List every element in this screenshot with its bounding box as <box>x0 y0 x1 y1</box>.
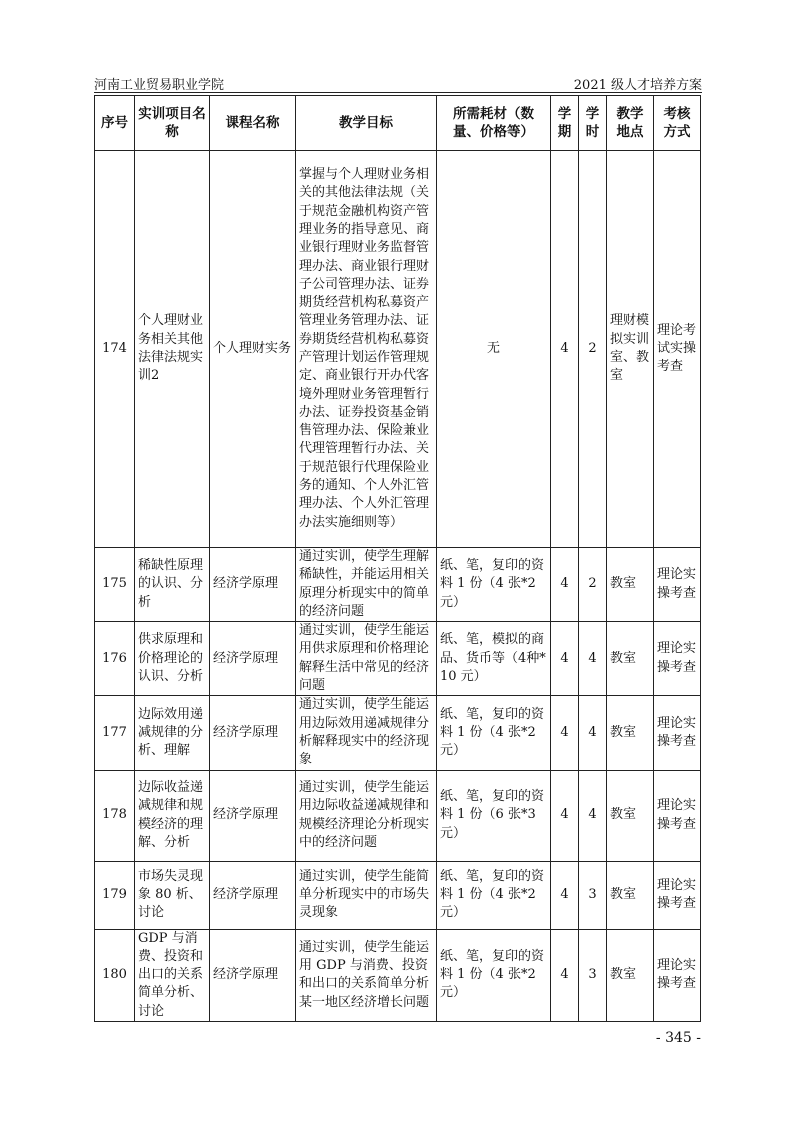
cell-materials: 纸、笔，复印的资料 1 份（4 张*2 元） <box>437 929 551 1021</box>
column-header: 学期 <box>551 96 579 151</box>
cell-term: 4 <box>551 861 579 929</box>
cell-place: 教室 <box>607 548 654 622</box>
cell-no: 176 <box>95 622 135 696</box>
column-header: 课程名称 <box>210 96 296 151</box>
cell-place: 教室 <box>607 770 654 861</box>
cell-name: 稀缺性原理的认识、分析 <box>135 548 210 622</box>
cell-course: 经济学原理 <box>210 622 296 696</box>
cell-goal: 通过实训，使学生能运用供求原理和价格理论解释生活中常见的经济问题 <box>296 622 437 696</box>
cell-goal: 通过实训，使学生能运用边际效用递减规律分析解释现实中的经济现象 <box>296 696 437 770</box>
document-title: 2021 级人才培养方案 <box>573 78 702 93</box>
cell-hours: 2 <box>579 548 607 622</box>
cell-materials: 无 <box>437 151 551 548</box>
cell-term: 4 <box>551 151 579 548</box>
cell-hours: 4 <box>579 622 607 696</box>
cell-materials: 纸、笔，模拟的商品、货币等（4种*10 元） <box>437 622 551 696</box>
table-row <box>95 696 701 770</box>
cell-materials: 纸、笔，复印的资料 1 份（4 张*2 元） <box>437 696 551 770</box>
cell-materials: 纸、笔，复印的资料 1 份（4 张*2 元） <box>437 548 551 622</box>
cell-name: GDP 与消费、投资和出口的关系简单分析、讨论 <box>135 929 210 1021</box>
column-header: 教学目标 <box>296 96 437 151</box>
training-table <box>94 95 701 1022</box>
table-row <box>95 151 701 548</box>
cell-course: 经济学原理 <box>210 929 296 1021</box>
cell-term: 4 <box>551 770 579 861</box>
cell-place: 理财模拟实训室、教室 <box>607 151 654 548</box>
cell-name: 边际效用递减规律的分析、理解 <box>135 696 210 770</box>
cell-materials: 纸、笔，复印的资料 1 份（6 张*3 元） <box>437 770 551 861</box>
cell-place: 教室 <box>607 622 654 696</box>
cell-exam: 理论实操考查 <box>654 770 701 861</box>
cell-hours: 3 <box>579 861 607 929</box>
table-row <box>95 861 701 929</box>
cell-goal: 通过实训，使学生能运用边际收益递减规律和规模经济理论分析现实中的经济问题 <box>296 770 437 861</box>
cell-hours: 4 <box>579 770 607 861</box>
cell-exam: 理论实操考查 <box>654 622 701 696</box>
cell-name: 边际收益递减规律和规模经济的理解、分析 <box>135 770 210 861</box>
column-header: 序号 <box>95 96 135 151</box>
cell-course: 经济学原理 <box>210 696 296 770</box>
column-header: 考核方式 <box>654 96 701 151</box>
cell-goal: 通过实训，使学生能运用 GDP 与消费、投资和出口的关系简单分析某一地区经济增长问题 <box>296 929 437 1021</box>
cell-place: 教室 <box>607 696 654 770</box>
column-header: 教学地点 <box>607 96 654 151</box>
table-row <box>95 622 701 696</box>
cell-term: 4 <box>551 696 579 770</box>
cell-term: 4 <box>551 548 579 622</box>
page-number: - 345 - <box>655 1030 701 1046</box>
cell-goal: 掌握与个人理财业务相关的其他法律法规（关于规范金融机构资产管理业务的指导意见、商业银行理财业务监督管理办法、商业银行理财子公司管理办法、证券期货经营机构私募资产管理业务管理办法、证券期货经营机构私募资产管理计划运作管理规定、商业银行开办代客境外理财业务管理暂行办法、证券投资基金销售管理办法、保险兼业代理管理暂行办法、关于规范银行代理保险业务的通知、个人外汇管理办法、个人外汇管理办法实施细则等） <box>296 151 437 548</box>
cell-name: 供求原理和价格理论的认识、分析 <box>135 622 210 696</box>
cell-exam: 理论实操考查 <box>654 861 701 929</box>
cell-place: 教室 <box>607 861 654 929</box>
column-header: 所需耗材（数量、价格等） <box>437 96 551 151</box>
cell-exam: 理论实操考查 <box>654 548 701 622</box>
cell-hours: 3 <box>579 929 607 1021</box>
cell-goal: 通过实训，使学生能简单分析现实中的市场失灵现象 <box>296 861 437 929</box>
table-row <box>95 548 701 622</box>
cell-term: 4 <box>551 622 579 696</box>
cell-no: 180 <box>95 929 135 1021</box>
cell-place: 教室 <box>607 929 654 1021</box>
cell-no: 178 <box>95 770 135 861</box>
cell-exam: 理论实操考查 <box>654 696 701 770</box>
cell-course: 经济学原理 <box>210 770 296 861</box>
cell-exam: 理论实操考查 <box>654 929 701 1021</box>
cell-term: 4 <box>551 929 579 1021</box>
cell-no: 179 <box>95 861 135 929</box>
cell-name: 市场失灵现象 80 析、讨论 <box>135 861 210 929</box>
cell-goal: 通过实训，使学生理解稀缺性，并能运用相关原理分析现实中的简单的经济问题 <box>296 548 437 622</box>
cell-course: 个人理财实务 <box>210 151 296 548</box>
cell-hours: 4 <box>579 696 607 770</box>
cell-course: 经济学原理 <box>210 861 296 929</box>
table-row <box>95 770 701 861</box>
cell-no: 177 <box>95 696 135 770</box>
column-header: 实训项目名称 <box>135 96 210 151</box>
cell-no: 175 <box>95 548 135 622</box>
table-header-row <box>95 96 701 151</box>
cell-no: 174 <box>95 151 135 548</box>
cell-hours: 2 <box>579 151 607 548</box>
column-header: 学时 <box>579 96 607 151</box>
school-name: 河南工业贸易职业学院 <box>94 78 225 93</box>
cell-course: 经济学原理 <box>210 548 296 622</box>
cell-name: 个人理财业务相关其他法律法规实训2 <box>135 151 210 548</box>
cell-exam: 理论考试实操考查 <box>654 151 701 548</box>
table-row <box>95 929 701 1021</box>
cell-materials: 纸、笔，复印的资料 1 份（4 张*2 元） <box>437 861 551 929</box>
page-header <box>94 74 702 93</box>
